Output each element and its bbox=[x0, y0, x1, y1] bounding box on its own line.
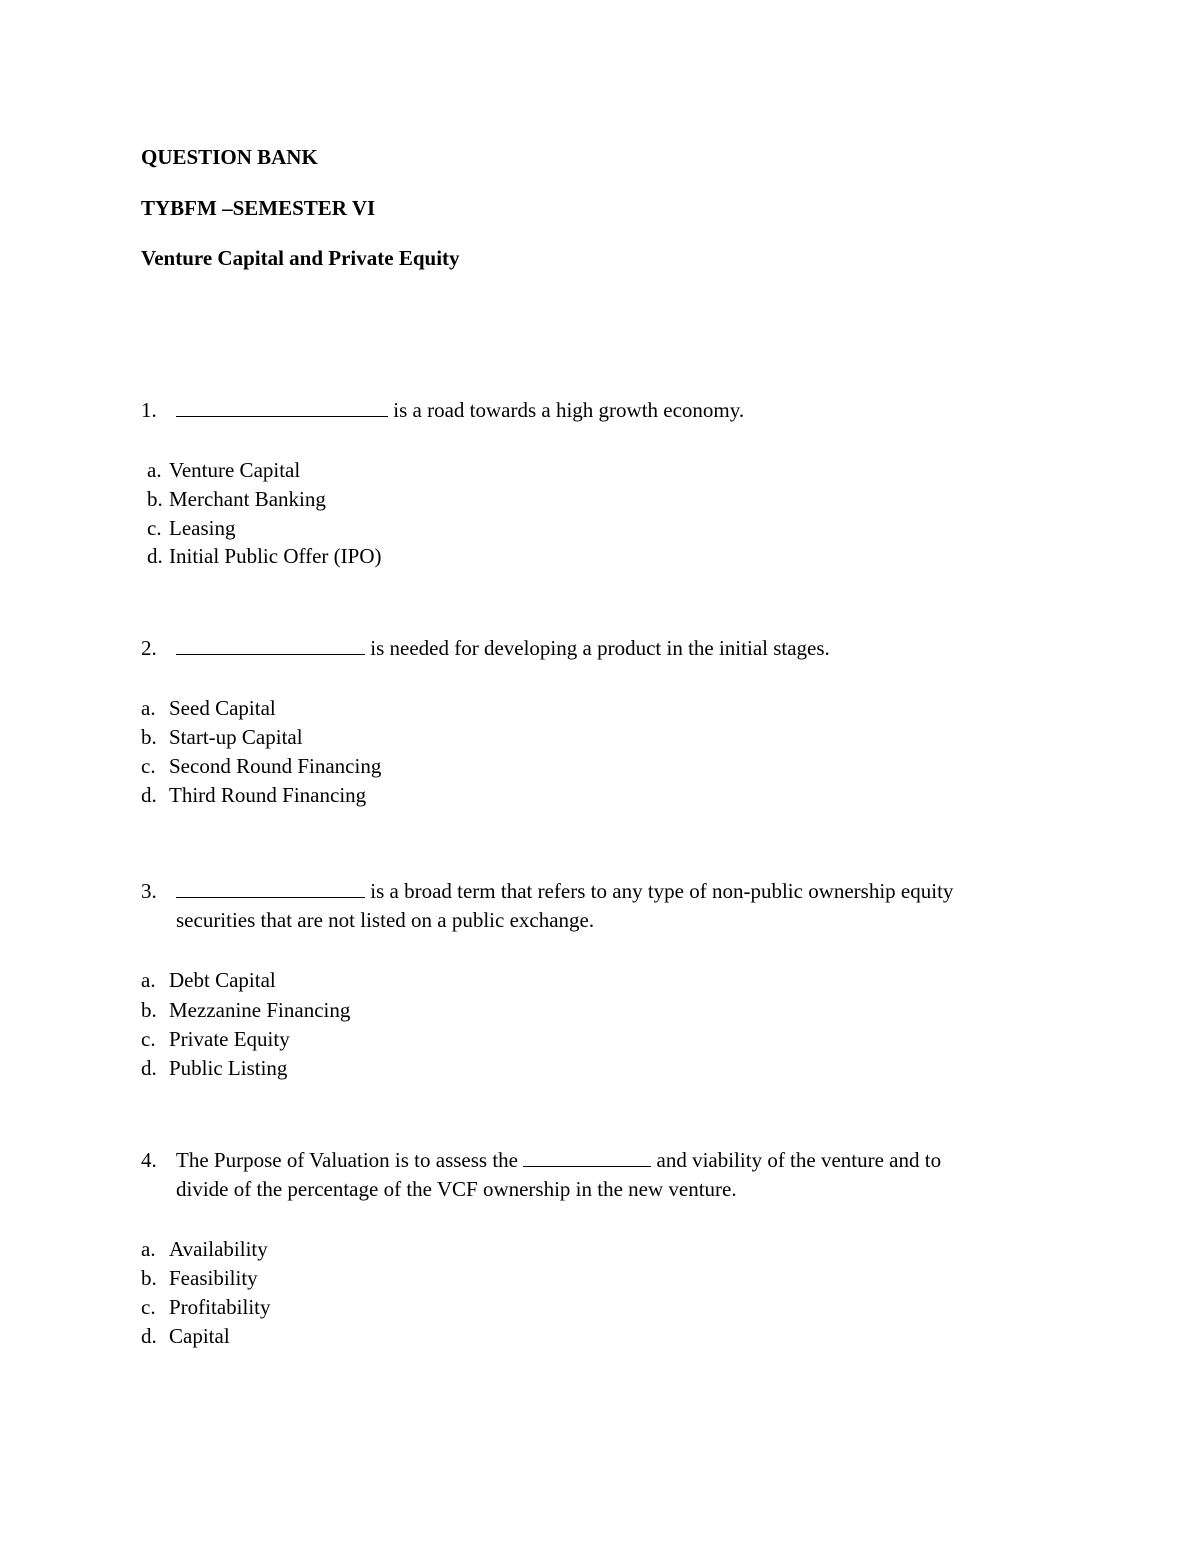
question-text-after-blank: and viability of the venture and to bbox=[651, 1148, 942, 1172]
option-text: Capital bbox=[169, 1324, 230, 1348]
question-text bbox=[176, 398, 744, 423]
option-letter: d. bbox=[147, 544, 163, 568]
semester-heading: TYBFM –SEMESTER VI bbox=[141, 196, 376, 220]
question-text bbox=[176, 1148, 941, 1173]
question-text-line-2: divide of the percentage of the VCF ownership in the new venture. bbox=[176, 1177, 737, 1201]
option-text: Third Round Financing bbox=[169, 783, 367, 807]
option-letter: a. bbox=[147, 458, 162, 482]
answer-blank bbox=[523, 1148, 651, 1167]
question-number: 4. bbox=[141, 1148, 157, 1172]
question-number: 3. bbox=[141, 879, 157, 903]
option-text: Initial Public Offer (IPO) bbox=[169, 544, 382, 568]
option-text: Public Listing bbox=[169, 1056, 288, 1080]
option-letter: d. bbox=[141, 783, 157, 807]
option-text: Venture Capital bbox=[169, 458, 301, 482]
option-text: Availability bbox=[169, 1237, 268, 1261]
option-letter: b. bbox=[147, 487, 163, 511]
option-text: Merchant Banking bbox=[169, 487, 326, 511]
answer-blank bbox=[176, 879, 365, 898]
option-text: Start-up Capital bbox=[169, 725, 303, 749]
option-letter: a. bbox=[141, 1237, 156, 1261]
answer-blank bbox=[176, 398, 388, 417]
option-text: Second Round Financing bbox=[169, 754, 382, 778]
answer-blank bbox=[176, 636, 365, 655]
option-text: Mezzanine Financing bbox=[169, 998, 351, 1022]
option-letter: a. bbox=[141, 968, 156, 992]
subject-heading: Venture Capital and Private Equity bbox=[141, 246, 460, 270]
question-text bbox=[176, 879, 953, 904]
question-text-after-blank: is a road towards a high growth economy. bbox=[388, 398, 745, 422]
option-letter: c. bbox=[147, 516, 162, 540]
option-text: Leasing bbox=[169, 516, 236, 540]
option-letter: c. bbox=[141, 1295, 156, 1319]
question-number: 1. bbox=[141, 398, 157, 422]
option-letter: c. bbox=[141, 1027, 156, 1051]
option-letter: b. bbox=[141, 1266, 157, 1290]
page-title: QUESTION BANK bbox=[141, 145, 318, 169]
option-letter: c. bbox=[141, 754, 156, 778]
question-text-after-blank: is needed for developing a product in the initial stages. bbox=[365, 636, 830, 660]
option-letter: a. bbox=[141, 696, 156, 720]
question-text-line-2: securities that are not listed on a public exchange. bbox=[176, 908, 595, 932]
option-text: Seed Capital bbox=[169, 696, 276, 720]
option-letter: d. bbox=[141, 1324, 157, 1348]
question-text bbox=[176, 636, 830, 661]
option-text: Private Equity bbox=[169, 1027, 290, 1051]
question-text-after-blank: is a broad term that refers to any type of non-public ownership equity bbox=[365, 879, 954, 903]
option-letter: b. bbox=[141, 998, 157, 1022]
option-letter: b. bbox=[141, 725, 157, 749]
question-number: 2. bbox=[141, 636, 157, 660]
option-letter: d. bbox=[141, 1056, 157, 1080]
question-text-before-blank: The Purpose of Valuation is to assess the bbox=[176, 1148, 524, 1172]
option-text: Feasibility bbox=[169, 1266, 258, 1290]
option-text: Profitability bbox=[169, 1295, 271, 1319]
option-text: Debt Capital bbox=[169, 968, 276, 992]
